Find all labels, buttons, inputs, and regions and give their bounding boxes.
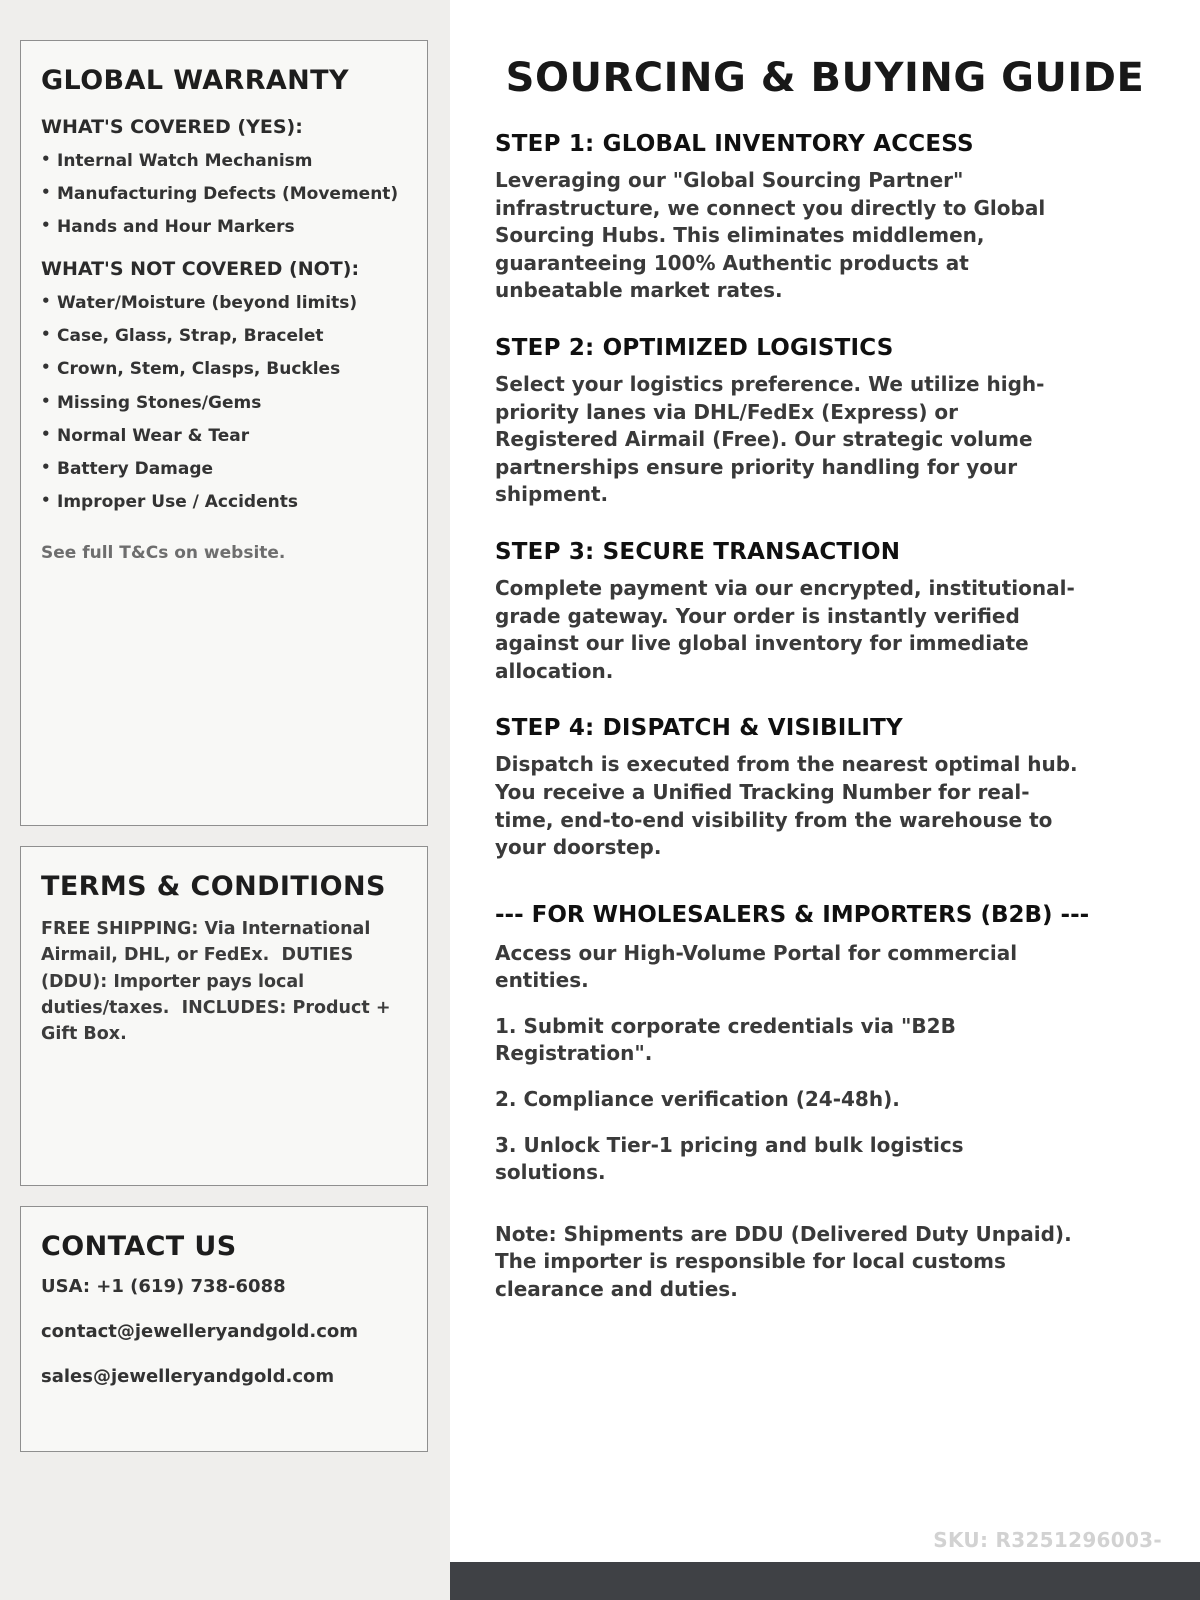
step-4-section <box>495 715 1140 861</box>
b2b-item-3: 3. Unlock Tier-1 pricing and bulk logistics solutions. <box>495 1132 964 1185</box>
terms-title: TERMS & CONDITIONS <box>41 871 386 902</box>
step-1-section <box>495 131 1140 305</box>
step-4-body: Dispatch is executed from the nearest optimal hub. You receive a Unified Tracking Number for real-time, end-to-end visibility from the warehouse to your doorstep. <box>495 752 1078 860</box>
sku-label: SKU: R3251296003- <box>933 1528 1162 1552</box>
list-item: • Internal Watch Mechanism <box>41 150 407 172</box>
step-2-body: Select your logistics preference. We utilize high-priority lanes via DHL/FedEx (Express) or Registered Airmail (Free). Our strategic volume partnerships ensure priority handling for your shipment. <box>495 371 1045 507</box>
contact-phone: USA: +1 (619) 738-6088 <box>41 1276 286 1297</box>
sidebar <box>0 0 450 1600</box>
b2b-intro: Access our High-Volume Portal for commercial entities. <box>495 940 1018 993</box>
list-item: • Normal Wear & Tear <box>41 425 407 447</box>
list-item: • Missing Stones/Gems <box>41 392 407 414</box>
contact-title: CONTACT US <box>41 1231 237 1262</box>
sales-email: sales@jewelleryandgold.com <box>41 1366 335 1387</box>
list-item: • Battery Damage <box>41 458 407 480</box>
list-item: • Manufacturing Defects (Movement) <box>41 183 407 205</box>
step-3-heading: STEP 3: SECURE TRANSACTION <box>495 538 901 565</box>
not-covered-title: WHAT'S NOT COVERED (NOT): <box>41 258 360 281</box>
main-content <box>450 0 1200 1600</box>
step-3-section <box>495 539 1140 685</box>
b2b-heading: --- FOR WHOLESALERS & IMPORTERS (B2B) --- <box>495 901 1090 928</box>
b2b-section <box>495 902 1140 1304</box>
terms-body: FREE SHIPPING: Via International Airmail, DHL, or FedEx. DUTIES (DDU): Importer pays local duties/taxes. INCLUDES: Product + Gift Box. <box>41 919 397 1044</box>
list-item: • Crown, Stem, Clasps, Buckles <box>41 358 407 380</box>
step-1-heading: STEP 1: GLOBAL INVENTORY ACCESS <box>495 131 974 157</box>
step-2-heading: STEP 2: OPTIMIZED LOGISTICS <box>495 334 894 361</box>
terms-conditions-box <box>20 846 428 1186</box>
contact-email: contact@jewelleryandgold.com <box>41 1321 359 1342</box>
not-covered-list <box>41 292 407 513</box>
warranty-title: GLOBAL WARRANTY <box>41 65 349 96</box>
step-4-heading: STEP 4: DISPATCH & VISIBILITY <box>495 715 903 742</box>
b2b-note: Note: Shipments are DDU (Delivered Duty Unpaid). The importer is responsible for local customs clearance and duties. <box>495 1221 1072 1302</box>
list-item: • Water/Moisture (beyond limits) <box>41 292 407 314</box>
covered-title: WHAT'S COVERED (YES): <box>41 116 303 138</box>
contact-us-box <box>20 1206 428 1452</box>
footer-bar <box>450 1562 1200 1600</box>
covered-list <box>41 150 407 238</box>
list-item: • Case, Glass, Strap, Bracelet <box>41 325 407 347</box>
step-2-section <box>495 335 1140 509</box>
page-title: SOURCING & BUYING GUIDE <box>505 55 1145 101</box>
b2b-item-2: 2. Compliance verification (24-48h). <box>495 1087 900 1112</box>
list-item: • Improper Use / Accidents <box>41 491 407 513</box>
list-item: • Hands and Hour Markers <box>41 216 407 238</box>
guide-content <box>450 131 1200 1304</box>
step-1-body: Leveraging our "Global Sourcing Partner" infrastructure, we connect you directly to Global Sourcing Hubs. This eliminates middlemen, guaranteeing 100% Authentic products at unbeatable market rates. <box>495 168 1046 303</box>
b2b-item-1: 1. Submit corporate credentials via "B2B Registration". <box>495 1013 956 1066</box>
warranty-footnote: See full T&Cs on website. <box>41 542 286 563</box>
global-warranty-box <box>20 40 428 826</box>
step-3-body: Complete payment via our encrypted, institutional-grade gateway. Your order is instantly verified against our live global inventory for immediate allocation. <box>495 575 1075 683</box>
